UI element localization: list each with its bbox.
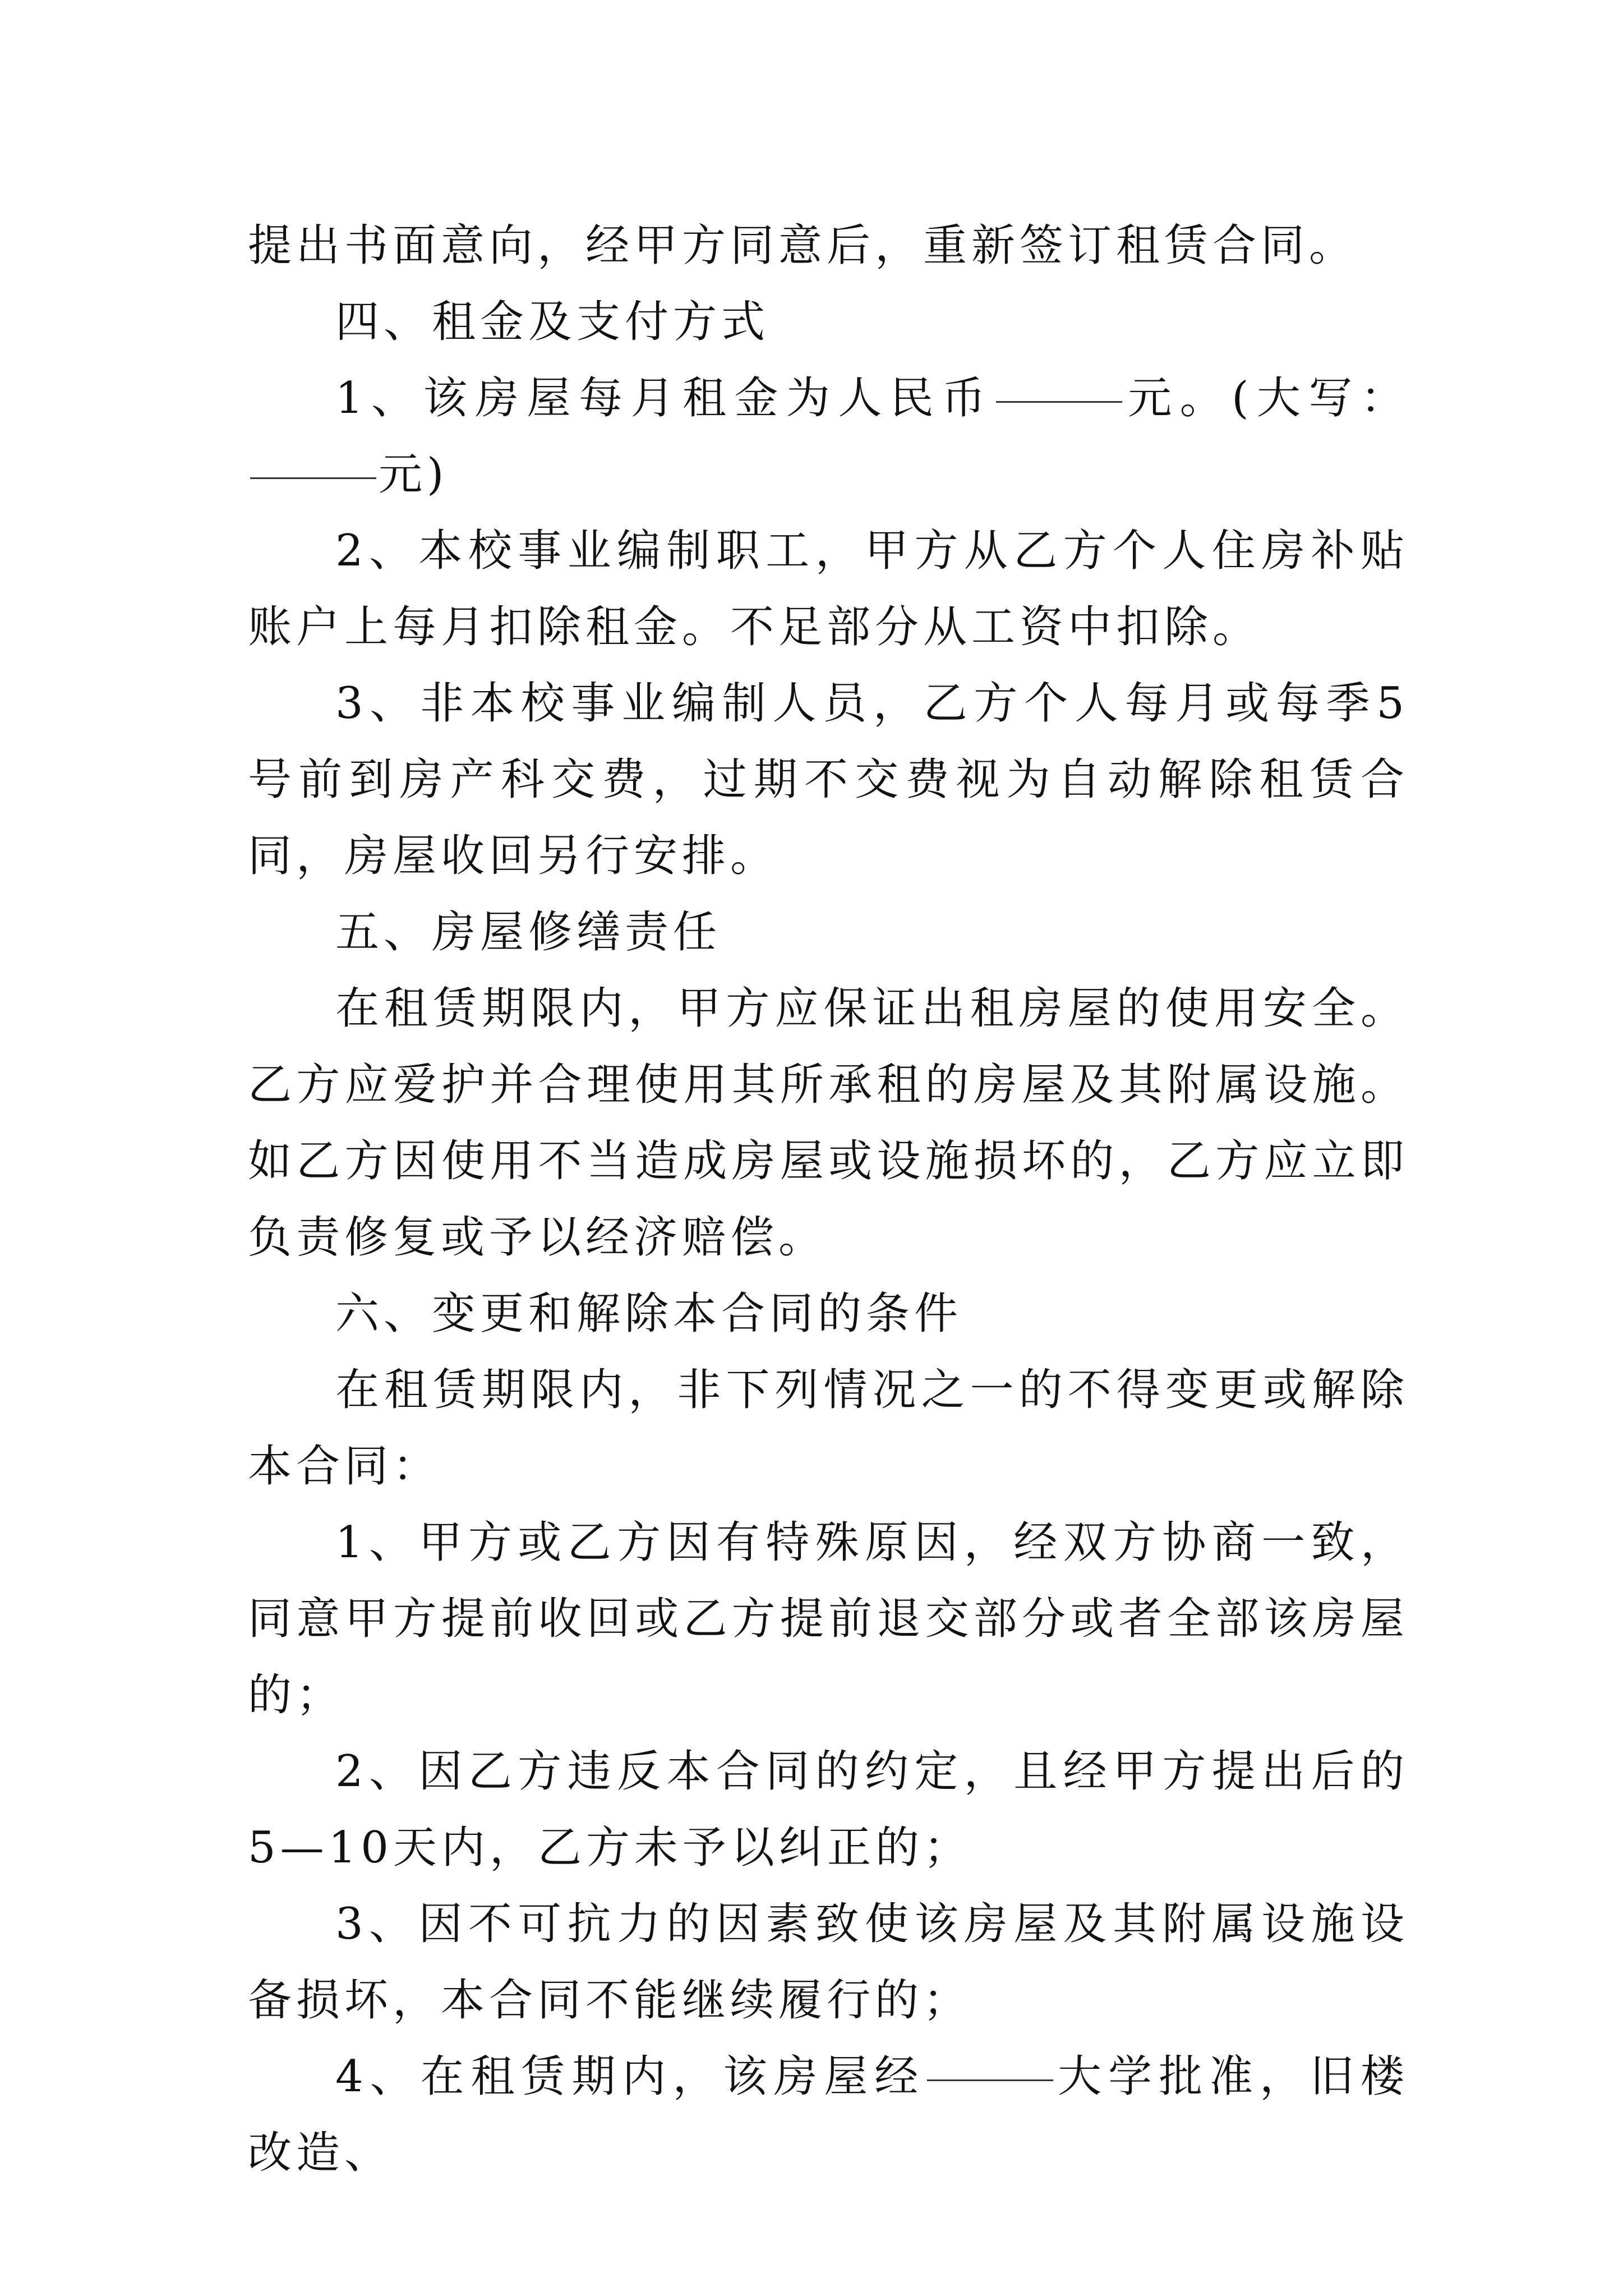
condition-item-2: 2、因乙方违反本合同的约定，且经甲方提出后的5—10天内，乙方未予以纠正的； (248, 1746, 1409, 1873)
paragraph-renewal: 提出书面意向，经甲方同意后，重新签订租赁合同。 (248, 220, 1358, 271)
paragraph-rent-amount (248, 360, 1409, 513)
document-body (248, 208, 1409, 2191)
section-heading-rent: 四、租金及支付方式 (335, 297, 770, 347)
condition-item-4-prefix: 4、在租赁期内，该房屋经 (335, 2051, 925, 2102)
condition-item-4-suffix: 大学批准，旧楼改造、 (248, 2051, 1409, 2178)
rent-amount-middle: 元。(大写： (1124, 373, 1409, 424)
section-heading-repair: 五、房屋修缮责任 (335, 907, 722, 958)
condition-item-1: 1、甲方或乙方因有特殊原因，经双方协商一致，同意甲方提前收回或乙方提前退交部分或者全部该房屋的； (248, 1517, 1409, 1720)
condition-item-4 (248, 2039, 1409, 2191)
paragraph-repair-responsibility: 在租赁期限内，甲方应保证出租房屋的使用安全。乙方应爱护并合理使用其所承租的房屋及其附属设施。如乙方因使用不当造成房屋或设施损坏的，乙方应立即负责修复或予以经济赔偿。 (248, 983, 1409, 1263)
university-name-blank (927, 2079, 1053, 2081)
rent-amount-prefix: 1、该房屋每月租金为人民币 (335, 373, 994, 424)
rent-amount-blank (996, 401, 1122, 403)
paragraph-nonstaff-payment: 3、非本校事业编制人员，乙方个人每月或每季5号前到房产科交费，过期不交费视为自动解除租赁合同，房屋收回另行安排。 (248, 678, 1409, 881)
rent-amount-suffix: 元) (379, 449, 449, 500)
paragraph-staff-deduction: 2、本校事业编制职工，甲方从乙方个人住房补贴账户上每月扣除租金。不足部分从工资中扣除。 (248, 526, 1409, 652)
condition-item-3: 3、因不可抗力的因素致使该房屋及其附属设施设备损坏，本合同不能继续履行的； (248, 1899, 1409, 2026)
section-heading-change-termination: 六、变更和解除本合同的条件 (335, 1289, 963, 1339)
paragraph-change-conditions: 在租赁期限内，非下列情况之一的不得变更或解除本合同： (248, 1365, 1409, 1492)
rent-amount-uppercase-blank (250, 477, 376, 479)
